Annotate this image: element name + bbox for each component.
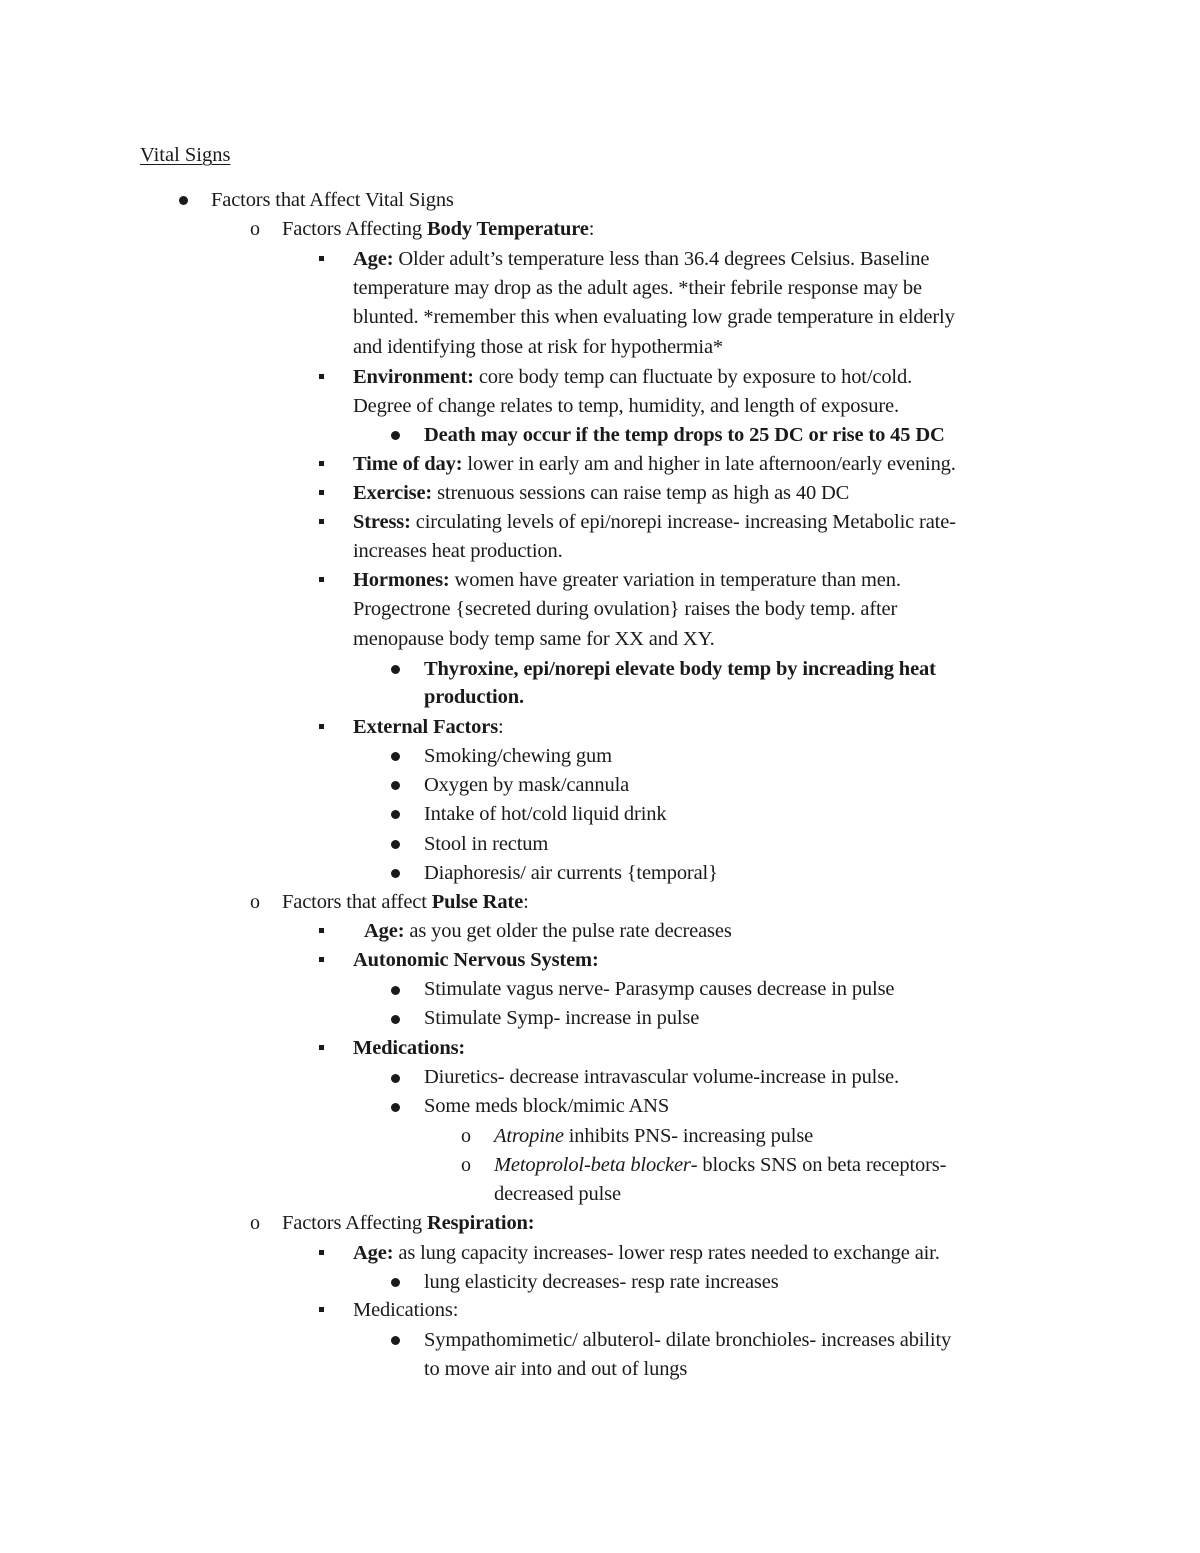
bullet-square-icon (319, 490, 324, 495)
text: Factors Affecting (282, 1212, 427, 1234)
subsection-respiration (282, 1209, 534, 1238)
item-time-of-day (353, 450, 956, 479)
text: as lung capacity increases- lower resp rates needed to exchange air. (393, 1242, 940, 1264)
subsection-pulse-rate (282, 888, 529, 917)
text: women have greater variation in temperature than men. (449, 569, 901, 591)
text: - blocks SNS on beta receptors- (690, 1154, 947, 1176)
item-age-cont: blunted. *remember this when evaluating low grade temperature in elderly (353, 306, 955, 328)
bullet-dot-icon (391, 431, 400, 440)
text: inhibits PNS- increasing pulse (563, 1125, 814, 1147)
item-age-cont: and identifying those at risk for hypothermia* (353, 336, 723, 358)
item-pulse-age (364, 917, 732, 946)
text: : (588, 218, 595, 240)
sub-sub-item-cont: decreased pulse (494, 1183, 621, 1205)
bullet-dot-icon (391, 1015, 400, 1024)
text: core body temp can fluctuate by exposure to hot/cold. (473, 366, 913, 388)
item-external-factors (353, 713, 504, 742)
bullet-dot-icon (391, 810, 400, 819)
bullet-circle-icon: o (250, 218, 260, 240)
bullet-dot-icon (391, 986, 400, 995)
sub-item: lung elasticity decreases- resp rate increases (424, 1271, 779, 1293)
bullet-square-icon (319, 1307, 324, 1312)
page-title: Vital Signs (140, 144, 231, 166)
bold-term: Environment: (353, 366, 474, 388)
bullet-square-icon (319, 1045, 324, 1050)
text: circulating levels of epi/norepi increase- increasing Metabolic rate- (410, 511, 956, 533)
bullet-square-icon (319, 374, 324, 379)
bullet-square-icon (319, 256, 324, 261)
bullet-dot-icon (391, 1074, 400, 1083)
bullet-dot-icon (391, 781, 400, 790)
text: Factors Affecting (282, 218, 427, 240)
bullet-square-icon (319, 957, 324, 962)
item-medications: Medications: (353, 1037, 466, 1059)
sub-item-cont: production. (424, 686, 524, 708)
bullet-dot-icon (391, 1278, 400, 1287)
item-environment (353, 363, 912, 392)
item-ans: Autonomic Nervous System: (353, 949, 599, 971)
italic-term: Metoprolol-beta blocker (494, 1154, 691, 1176)
bullet-circle-icon: o (250, 891, 260, 913)
item-hormones-cont: menopause body temp same for XX and XY. (353, 628, 715, 650)
bullet-dot-icon (391, 1103, 400, 1112)
bold-term: Time of day: (353, 453, 463, 475)
item-exercise (353, 479, 849, 508)
text: : (523, 891, 529, 913)
sub-item: Intake of hot/cold liquid drink (424, 803, 667, 825)
text: Factors that affect (282, 891, 432, 913)
sub-item: Thyroxine, epi/norepi elevate body temp by increading heat (424, 658, 936, 680)
sub-item: Diuretics- decrease intravascular volume-increase in pulse. (424, 1066, 899, 1088)
bold-term: Stress: (353, 511, 411, 533)
bullet-square-icon (319, 461, 324, 466)
sub-item: Stimulate Symp- increase in pulse (424, 1007, 700, 1029)
section-heading: Factors that Affect Vital Signs (211, 189, 454, 211)
bullet-dot-icon (179, 196, 188, 205)
bullet-dot-icon (391, 752, 400, 761)
text: strenuous sessions can raise temp as high as 40 DC (432, 482, 850, 504)
bullet-circle-icon: o (250, 1212, 260, 1234)
bold-term: Hormones: (353, 569, 450, 591)
text: as you get older the pulse rate decreases (404, 920, 732, 942)
bold-term: Age: (353, 248, 394, 270)
item-hormones (353, 566, 901, 595)
bullet-square-icon (319, 1250, 324, 1255)
bold-term: Age: (353, 1242, 394, 1264)
sub-item: Stimulate vagus nerve- Parasymp causes decrease in pulse (424, 978, 895, 1000)
sub-item: Oxygen by mask/cannula (424, 774, 630, 796)
sub-item: Sympathomimetic/ albuterol- dilate bronchioles- increases ability (424, 1329, 952, 1351)
item-resp-age (353, 1239, 940, 1268)
bullet-circle-icon: o (461, 1154, 471, 1176)
bold-term: Respiration: (426, 1212, 535, 1234)
bold-term: Pulse Rate (431, 891, 524, 913)
item-hormones-cont: Progectrone {secreted during ovulation} raises the body temp. after (353, 598, 898, 620)
text: : (498, 716, 504, 738)
bullet-dot-icon (391, 1336, 400, 1345)
bullet-dot-icon (391, 869, 400, 878)
bold-term: External Factors (353, 716, 499, 738)
bullet-dot-icon (391, 840, 400, 849)
bullet-dot-icon (391, 665, 400, 674)
bold-term: Exercise: (353, 482, 433, 504)
subsection-body-temperature (282, 215, 594, 244)
sub-item: Smoking/chewing gum (424, 745, 612, 767)
item-stress-cont: increases heat production. (353, 540, 563, 562)
text: lower in early am and higher in late afternoon/early evening. (462, 453, 956, 475)
item-resp-medications: Medications: (353, 1299, 459, 1321)
bullet-square-icon (319, 577, 324, 582)
bullet-circle-icon: o (461, 1125, 471, 1147)
bold-term: Age: (364, 920, 405, 942)
italic-term: Atropine (494, 1125, 564, 1147)
bold-term: Body Temperature (426, 218, 589, 240)
item-age (353, 245, 929, 274)
sub-item: Death may occur if the temp drops to 25 DC or rise to 45 DC (424, 424, 945, 446)
item-age-cont: temperature may drop as the adult ages. *their febrile response may be (353, 277, 922, 299)
sub-item-cont: to move air into and out of lungs (424, 1358, 688, 1380)
text: Older adult’s temperature less than 36.4 degrees Celsius. Baseline (393, 248, 930, 270)
bullet-square-icon (319, 724, 324, 729)
sub-item: Some meds block/mimic ANS (424, 1095, 670, 1117)
sub-sub-item-metoprolol (494, 1151, 946, 1180)
item-environment-cont: Degree of change relates to temp, humidity, and length of exposure. (353, 395, 899, 417)
sub-sub-item-atropine (494, 1122, 813, 1151)
bullet-square-icon (319, 519, 324, 524)
sub-item: Stool in rectum (424, 833, 549, 855)
bullet-square-icon (319, 928, 324, 933)
item-stress (353, 508, 956, 537)
sub-item: Diaphoresis/ air currents {temporal} (424, 862, 718, 884)
